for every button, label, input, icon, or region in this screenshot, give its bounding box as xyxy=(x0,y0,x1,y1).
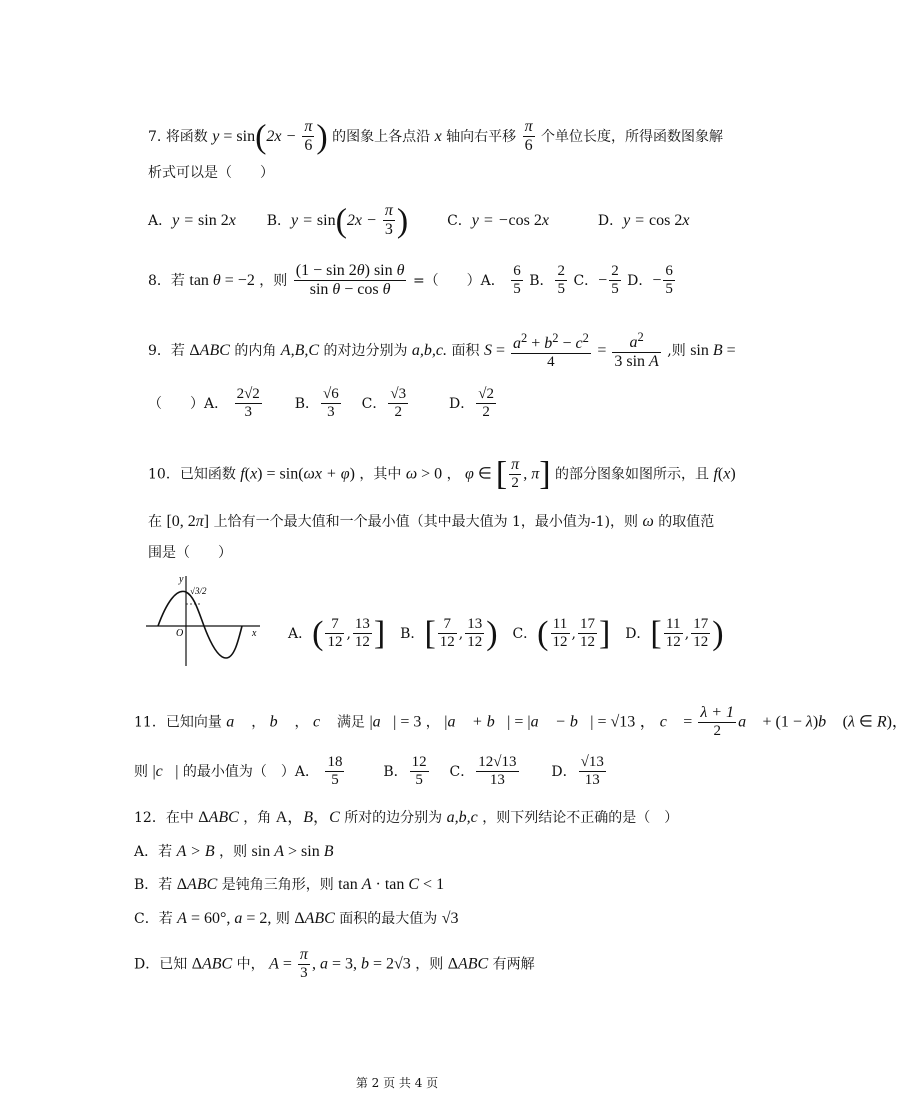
q10-line3: 围是（ ） xyxy=(148,545,232,561)
q11-number: 11．已知向量 xyxy=(134,714,222,731)
q11-line2: 则 |c⃗| 的最小值为（ ）A． $\frac{18}{5}$ B． $\frac{12}{5}$ C． $\frac{12√13}{13}$ D． $\frac{√13}{13}$ xyxy=(134,754,604,789)
sine-curve xyxy=(158,591,242,658)
q10-sine-graph xyxy=(146,574,262,670)
q10-number: 10．已知函数 xyxy=(148,466,236,483)
q9-line1: 9．若 ΔABC 的内角 A,B,C 的对边分别为 a,b,c. 面积 S = $\frac{a^2 + b^2 - c^2}{4}$ = $\frac{a^2}{\text{3 sin A}}$ ,则 sin B = xyxy=(148,330,736,371)
q7-line2: 析式可以是（ ） xyxy=(148,165,274,181)
q7-options: A．y = sin 2x B．y = sin(2x − $\frac{\pi}{3}$ ) C．y = −cos 2x D．y = cos 2x xyxy=(148,202,690,240)
q12-number: 12．在中 xyxy=(134,810,194,826)
q12-option-c: C．若 A = 60°, a = 2, 则 ΔABC 面积的最大值为 √3 xyxy=(134,910,459,927)
page-footer: 第 2 页 共 4 页 xyxy=(355,1076,439,1090)
q10-options: A．( $\frac{7}{12}$ , $\frac{13}{12}$ ] B．[ $\frac{7}{12}$ , $\frac{13}{12}$ ) C．( $\frac{11}{12}$ , $\frac{17}{12}$ ] D．[ $\frac{11}{12}$ , $\frac{17}{12}$ ) xyxy=(288,615,724,653)
x-axis-label: x xyxy=(252,628,257,639)
q9-number: 9．若 xyxy=(148,342,185,359)
origin-label: O xyxy=(176,628,184,639)
q12-option-d: D．已知 ΔABC 中， A = $\frac{\pi}{3}$ , a = 3, b = 2√3 ，则 ΔABC 有两解 xyxy=(134,946,535,982)
q8-number: 8．若 xyxy=(148,272,185,289)
y-axis-label: y xyxy=(179,574,184,585)
q10-line1: 10．已知函数 f(x) = sin(ωx + φ) ，其中 ω > 0 ， φ ∈ [ $\frac{\pi}{2}$ , π] 的部分图象如图所示，且 f(x) xyxy=(148,455,736,493)
q12-option-a: A．若 A > B ，则 sin A > sin B xyxy=(134,843,334,860)
q11-line1: 11．已知向量 a⃗ ， b⃗ ， c⃗ 满足 |a⃗| = 3 ， |a⃗ + b⃗| = |a⃗ − b⃗| = √13 ， c⃗ = $\frac{\lambda + 1}{2}$ a⃗ + (1 − λ)b⃗ (λ ∈ R)， xyxy=(134,704,908,740)
q7-number: 7. xyxy=(148,128,162,145)
q9-options: （ ）A． $\frac{2√2}{3}$ B． $\frac{√6}{3}$ C． $\frac{√3}{2}$ D． $\frac{√2}{2}$ xyxy=(148,386,494,421)
q7-line1: 7. 将函数 y = sin(2x − $\frac{\pi}{6}$ ) 的图象上各点沿 x 轴向右平移 $\frac{\pi}{6}$ 个单位长度，所得函数图象解 xyxy=(148,118,724,156)
q12-option-b: B．若 ΔABC 是钝角三角形，则 tan A · tan C < 1 xyxy=(134,876,445,893)
q12-stem: 12．在中 ΔABC ，角 A，B，C 所对的边分别为 a,b,c ，则下列结论不正确的是（ ） xyxy=(134,809,679,826)
q8-line: 8．若 tan θ = −2 ，则 $\frac{\text{(1 − sin 2θ) sin θ}}{\text{sin θ − cos θ}}$ =（ ）A． $\frac{6}{5}$ B． $\frac{2}{5}$ C．− $\frac{2}{5}$ D．− $\frac{6}{5}$ xyxy=(148,262,673,299)
q10-line2: 在 [0, 2π] 上恰有一个最大值和一个最小值（其中最大值为 1，最小值为-1)，则 ω 的取值范 xyxy=(148,513,715,530)
graph-value-label: √3/2 xyxy=(190,586,207,596)
